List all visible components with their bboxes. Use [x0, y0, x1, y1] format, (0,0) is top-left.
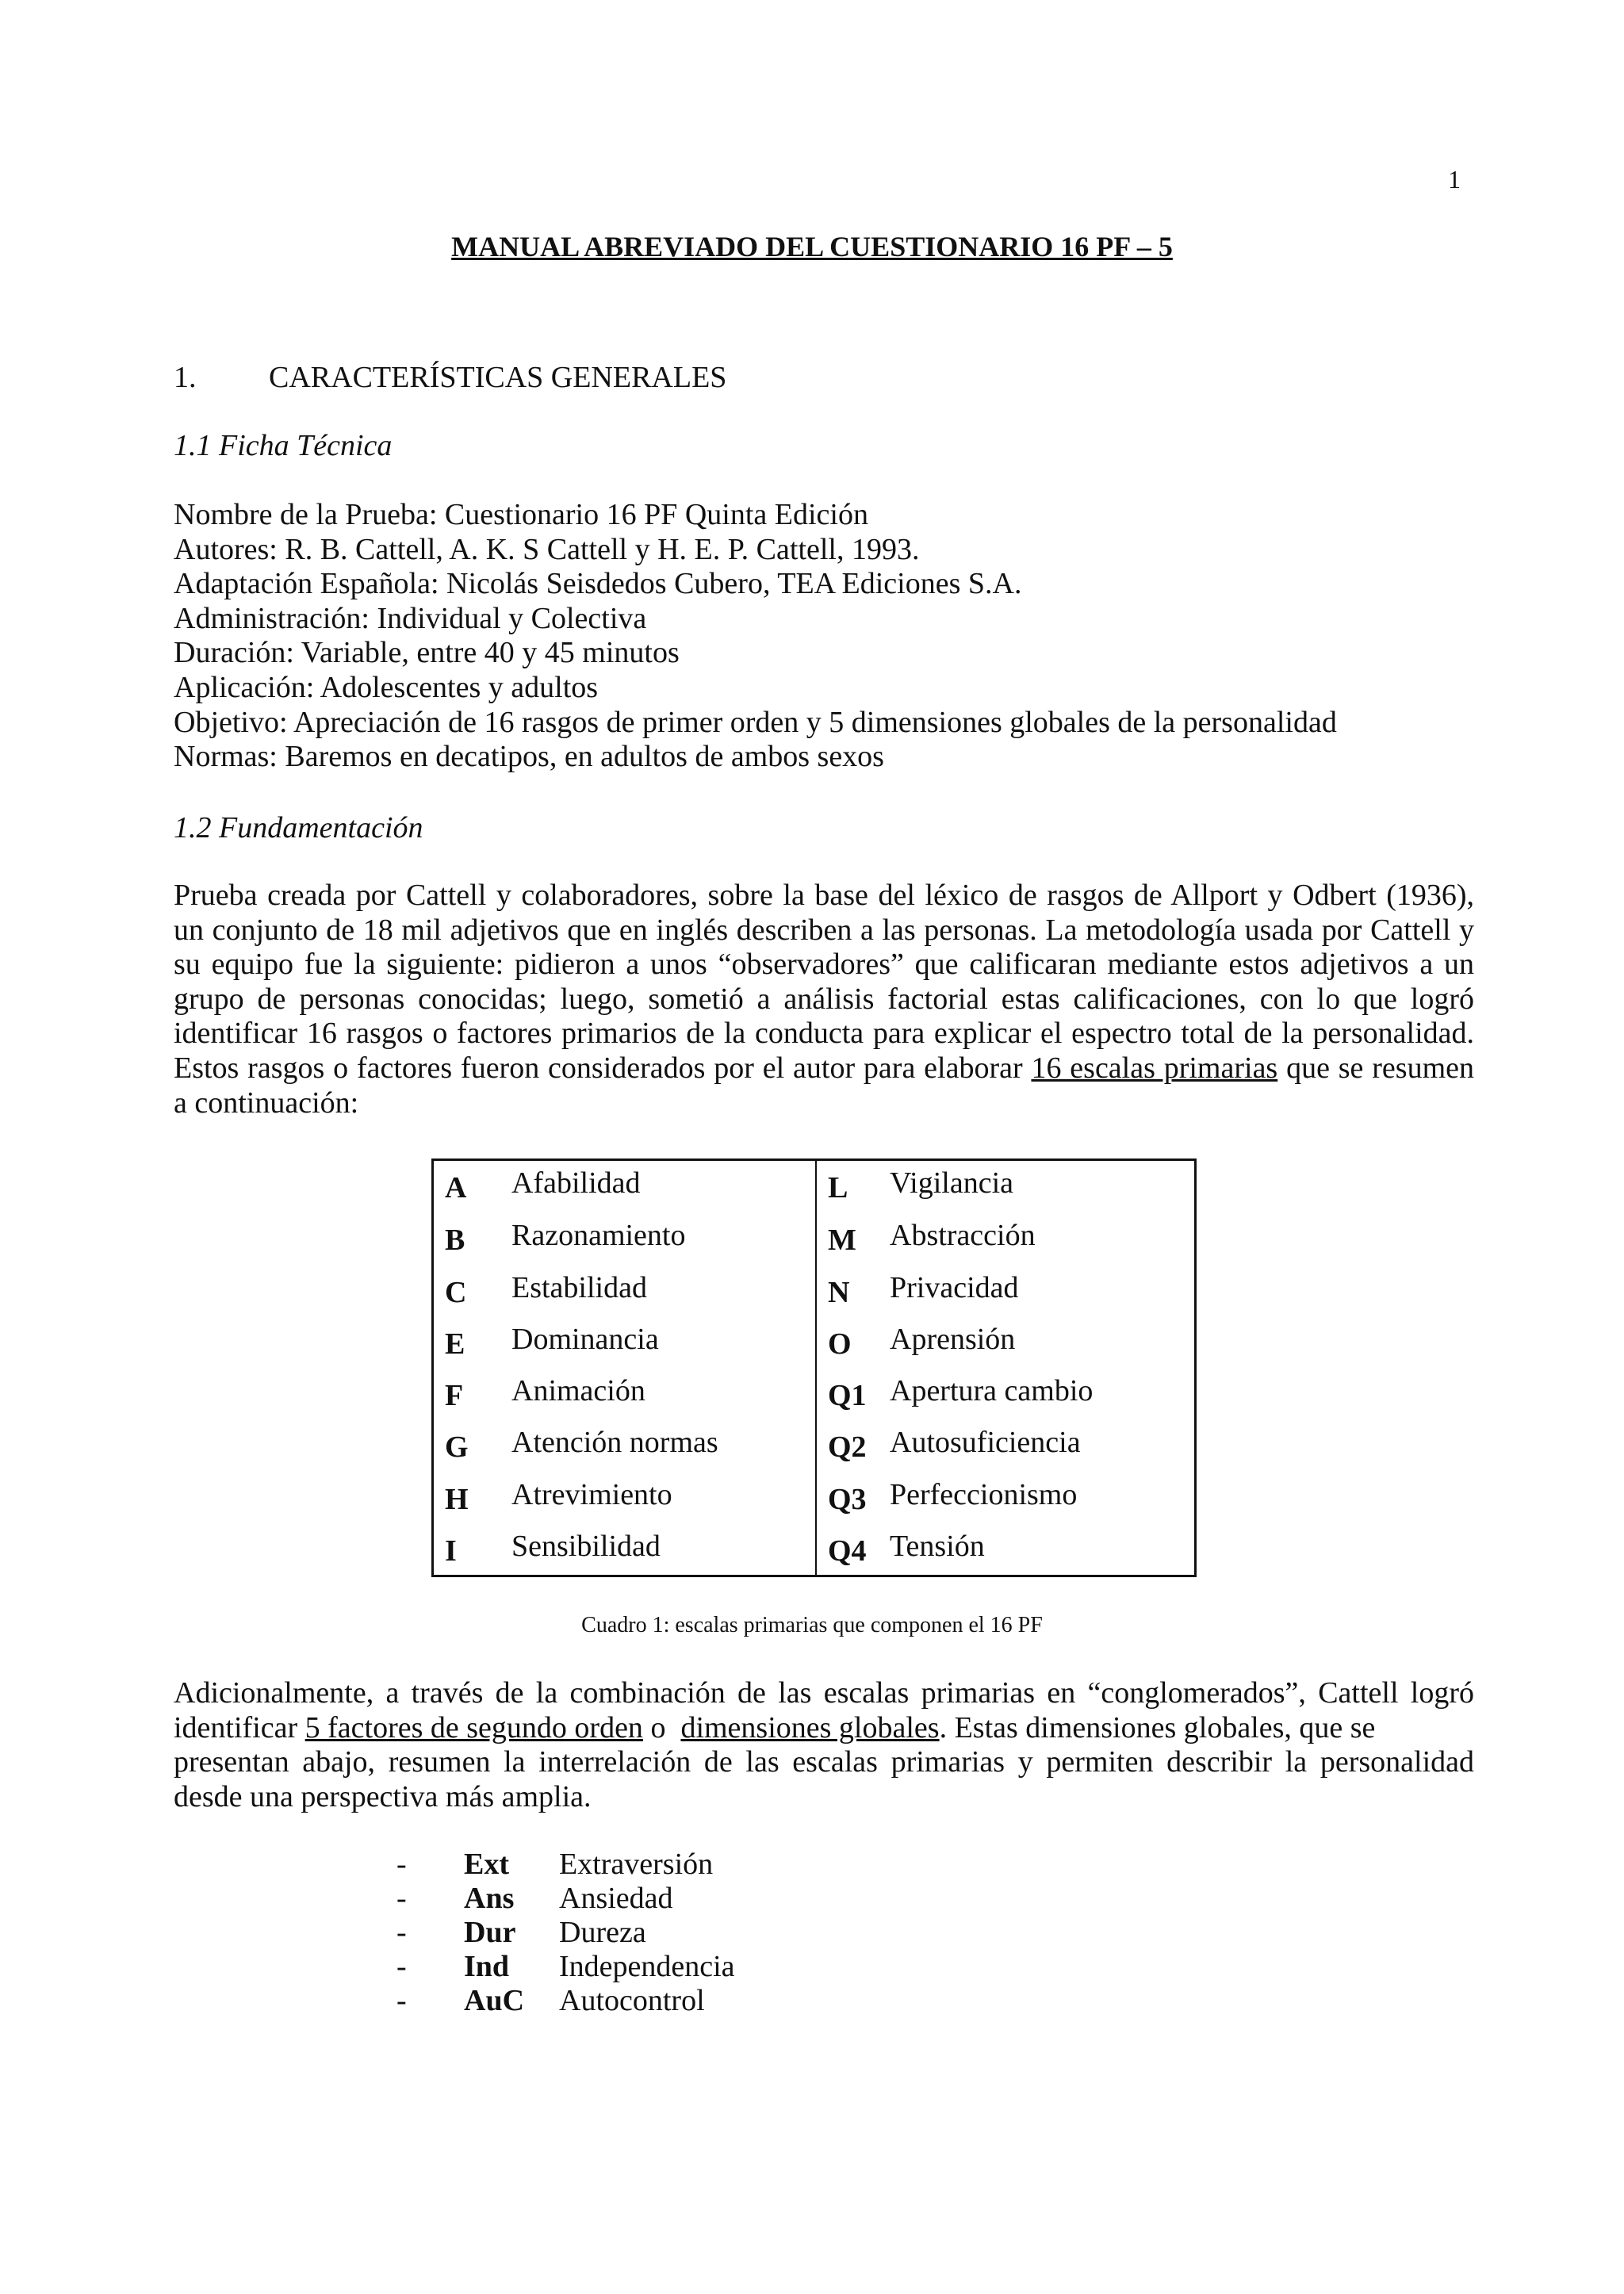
- text-span: identificar: [174, 1710, 305, 1744]
- scale-code: C: [445, 1276, 467, 1309]
- scale-label: Vigilancia: [890, 1166, 1013, 1200]
- scale-code: M: [828, 1224, 856, 1257]
- scale-label: Privacidad: [890, 1271, 1019, 1304]
- paragraph-line: presentan abajo, resumen la interrelación de las escalas primarias y permiten describir la personalidad: [174, 1745, 1474, 1779]
- text-span: . Estas dimensiones globales, que se: [939, 1710, 1376, 1744]
- scale-code: N: [828, 1276, 850, 1309]
- subsection-fundamentacion: 1.2 Fundamentación: [174, 811, 423, 844]
- scale-label: Abstracción: [890, 1219, 1036, 1252]
- section-heading: [174, 360, 726, 395]
- scale-label: Animación: [511, 1374, 645, 1407]
- paragraph-fundamentacion: [174, 879, 1474, 1120]
- spec-line: Autores: R. B. Cattell, A. K. S Cattell y H. E. P. Cattell, 1993.: [174, 532, 920, 566]
- scale-code: E: [445, 1327, 465, 1361]
- dimension-code: Ans: [464, 1882, 515, 1915]
- list-dash: -: [396, 1882, 407, 1915]
- spec-line: Objetivo: Apreciación de 16 rasgos de primer orden y 5 dimensiones globales de la personalidad: [174, 705, 1337, 739]
- paragraph-line: [174, 1711, 1474, 1746]
- paragraph-line: Adicionalmente, a través de la combinación de las escalas primarias en “conglomerados”, Cattell logró: [174, 1676, 1474, 1710]
- text-span: Estos rasgos o factores fueron considerados por el autor para elaborar: [174, 1051, 1032, 1085]
- section-number: 1.: [174, 361, 197, 394]
- text-span: o: [642, 1710, 681, 1744]
- scale-code: H: [445, 1483, 469, 1516]
- dimension-label: Dureza: [559, 1916, 646, 1949]
- scale-label: Sensibilidad: [511, 1530, 661, 1563]
- paragraph-dimensiones: [174, 1676, 1474, 1814]
- paragraph-line: grupo de personas conocidas; luego, sometió a análisis factorial estas calificaciones, con lo que logró: [174, 982, 1474, 1016]
- paragraph-line: un conjunto de 18 mil adjetivos que en inglés describen a las personas. La metodología usada por Cattell y: [174, 913, 1474, 947]
- spec-line: Nombre de la Prueba: Cuestionario 16 PF Quinta Edición: [174, 498, 868, 531]
- scale-code: Q4: [828, 1534, 867, 1568]
- subsection-ficha-tecnica: 1.1 Ficha Técnica: [174, 429, 393, 462]
- scale-code: B: [445, 1224, 465, 1257]
- table-divider: [815, 1161, 817, 1575]
- scale-code: Q1: [828, 1379, 867, 1412]
- underlined-term-global-dimensions: dimensiones globales: [680, 1710, 940, 1744]
- section-title: CARACTERÍSTICAS GENERALES: [269, 361, 727, 394]
- paragraph-line: a continuación:: [174, 1086, 359, 1120]
- dimension-code: AuC: [464, 1984, 525, 2017]
- scale-code: L: [828, 1171, 848, 1204]
- scale-label: Razonamiento: [511, 1219, 686, 1252]
- paragraph-line: Prueba creada por Cattell y colaboradores, sobre la base del léxico de rasgos de Allport y Odbert (1936),: [174, 879, 1474, 912]
- scale-code: G: [445, 1430, 469, 1464]
- dimension-label: Ansiedad: [559, 1882, 673, 1915]
- dimension-code: Dur: [464, 1916, 516, 1949]
- scale-label: Tensión: [890, 1530, 985, 1563]
- paragraph-line: desde una perspectiva más amplia.: [174, 1779, 592, 1813]
- spec-line: Administración: Individual y Colectiva: [174, 601, 647, 635]
- primary-scales-table: [431, 1158, 1197, 1577]
- page-number: 1: [1448, 165, 1461, 193]
- paragraph-line: [174, 1051, 1474, 1086]
- paragraph-line: su equipo fue la siguiente: pidieron a unos “observadores” que calificaran mediante estos adjetivos a un: [174, 948, 1474, 982]
- spec-line: Adaptación Española: Nicolás Seisdedos Cubero, TEA Ediciones S.A.: [174, 567, 1022, 601]
- dimension-label: Autocontrol: [559, 1984, 705, 2017]
- table-caption: Cuadro 1: escalas primarias que componen el 16 PF: [581, 1613, 1043, 1637]
- scale-code: A: [445, 1171, 467, 1204]
- underlined-term-second-order: 5 factores de segundo orden: [304, 1710, 643, 1744]
- spec-line: Duración: Variable, entre 40 y 45 minutos: [174, 636, 680, 670]
- list-dash: -: [396, 1950, 407, 1983]
- text-span: que se resumen: [1277, 1051, 1474, 1085]
- list-dash: -: [396, 1848, 407, 1881]
- dimension-label: Independencia: [559, 1950, 735, 1983]
- list-dash: -: [396, 1984, 407, 2017]
- technical-specs: [174, 498, 1337, 775]
- spec-line: Normas: Baremos en decatipos, en adultos de ambos sexos: [174, 740, 884, 774]
- scale-label: Dominancia: [511, 1323, 659, 1356]
- scale-label: Perfeccionismo: [890, 1478, 1078, 1511]
- scale-code: F: [445, 1379, 464, 1412]
- scale-label: Afabilidad: [511, 1166, 641, 1200]
- spec-line: Aplicación: Adolescentes y adultos: [174, 670, 599, 704]
- list-dash: -: [396, 1916, 407, 1949]
- scale-label: Estabilidad: [511, 1271, 647, 1304]
- scale-label: Autosuficiencia: [890, 1426, 1081, 1459]
- scale-label: Aprensión: [890, 1323, 1016, 1356]
- dimension-code: Ind: [464, 1950, 510, 1983]
- dimension-label: Extraversión: [559, 1848, 714, 1881]
- scale-code: I: [445, 1534, 457, 1568]
- document-title: MANUAL ABREVIADO DEL CUESTIONARIO 16 PF – 5: [451, 231, 1173, 262]
- scale-code: Q2: [828, 1430, 867, 1464]
- scale-label: Apertura cambio: [890, 1374, 1094, 1407]
- underlined-term-primary-scales: 16 escalas primarias: [1031, 1051, 1278, 1085]
- dimension-code: Ext: [464, 1848, 509, 1881]
- paragraph-line: identificar 16 rasgos o factores primarios de la conducta para explicar el espectro total de la personalidad.: [174, 1017, 1474, 1051]
- scale-label: Atención normas: [511, 1426, 718, 1459]
- scale-code: Q3: [828, 1483, 867, 1516]
- scale-label: Atrevimiento: [511, 1478, 672, 1511]
- scale-code: O: [828, 1327, 852, 1361]
